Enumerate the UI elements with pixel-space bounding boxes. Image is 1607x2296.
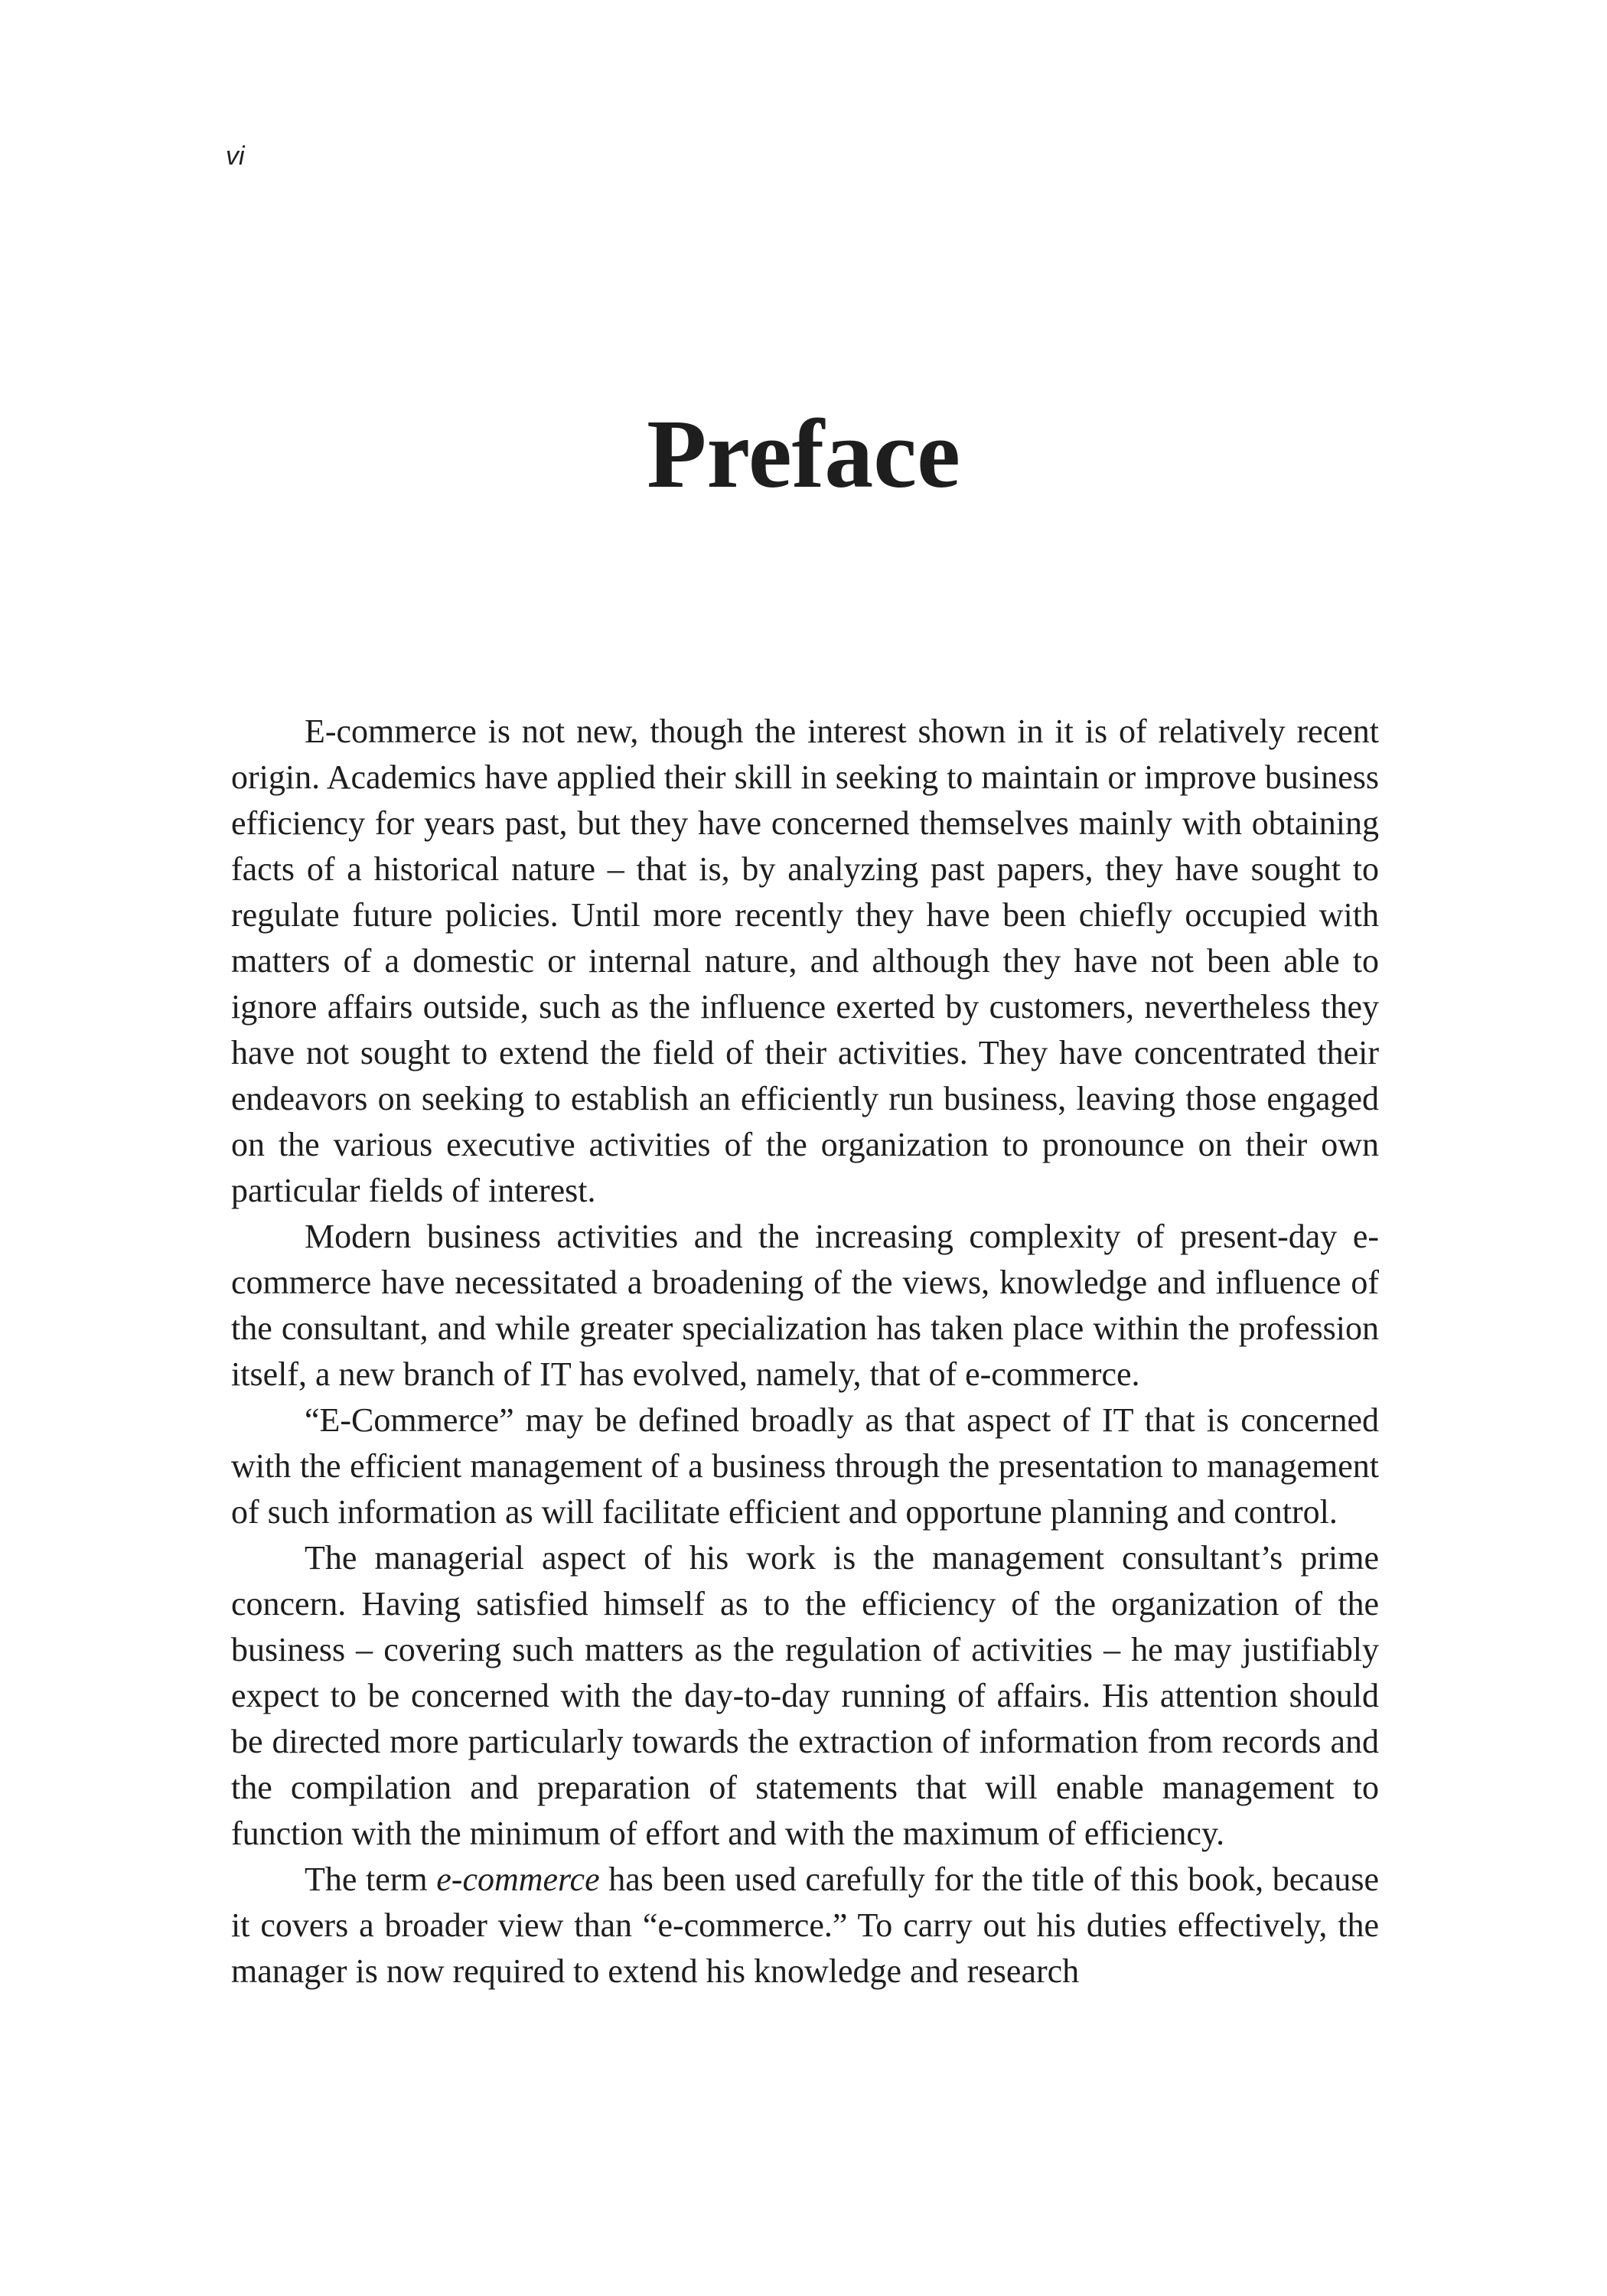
paragraph-4 — [231, 1535, 1379, 1857]
paragraph-5 — [231, 1857, 1379, 1994]
paragraph-3-text: “E-Commerce” may be defined broadly as that aspect of IT that is concerned with the efficient management of a business through the presentation to management of such information as will facilitate efficient and opportune planning and control. — [231, 1401, 1379, 1531]
paragraph-3 — [231, 1397, 1379, 1535]
paragraph-1-text: E-commerce is not new, though the interest shown in it is of relatively recent origin. Academics have applied their skill in seeking to maintain or improve business efficiency for years past, but they have concerned themselves mainly with obtaining facts of a historical nature – that is, by analyzing past papers, they have sought to regulate future policies. Until more recently they have been chiefly occupied with matters of a domestic or internal nature, and although they have not been able to ignore affairs outside, such as the influence exerted by customers, nevertheless they have not sought to extend the field of their activities. They have concentrated their endeavors on seeking to establish an efficiently run business, leaving those engaged on the various executive activities of the organization to pronounce on their own particular fields of interest. — [231, 713, 1379, 1209]
preface-body — [231, 709, 1379, 1994]
page-number: vi — [226, 142, 245, 171]
paragraph-2-text: Modern business activities and the increasing complexity of present-day e-commerce have necessitated a broadening of the views, knowledge and influence of the consultant, and while greater specialization has taken place within the profession itself, a new branch of IT has evolved, namely, that of e-commerce. — [231, 1218, 1379, 1393]
paragraph-5-emphasis: e-commerce — [436, 1861, 600, 1898]
paragraph-2 — [231, 1214, 1379, 1397]
paragraph-1 — [231, 709, 1379, 1214]
paragraph-4-text: The managerial aspect of his work is the management consultant’s prime concern. Having satisfied himself as to the efficiency of the organization of the business – covering such matters as the regulation of activities – he may justifiably expect to be concerned with the day-to-day running of affairs. His attention should be directed more particularly towards the extraction of information from records and the compilation and preparation of statements that will enable management to function with the minimum of effort and with the maximum of efficiency. — [231, 1539, 1379, 1852]
paragraph-5-text-start: The term — [305, 1861, 437, 1898]
chapter-title: Preface — [647, 400, 960, 508]
paragraph-5-text-end: has been used carefully for the title of this book, because it covers a broader view than “e-commerce.” To carry out his duties effectively, the manager is now required to extend his knowledge and research — [231, 1861, 1379, 1990]
